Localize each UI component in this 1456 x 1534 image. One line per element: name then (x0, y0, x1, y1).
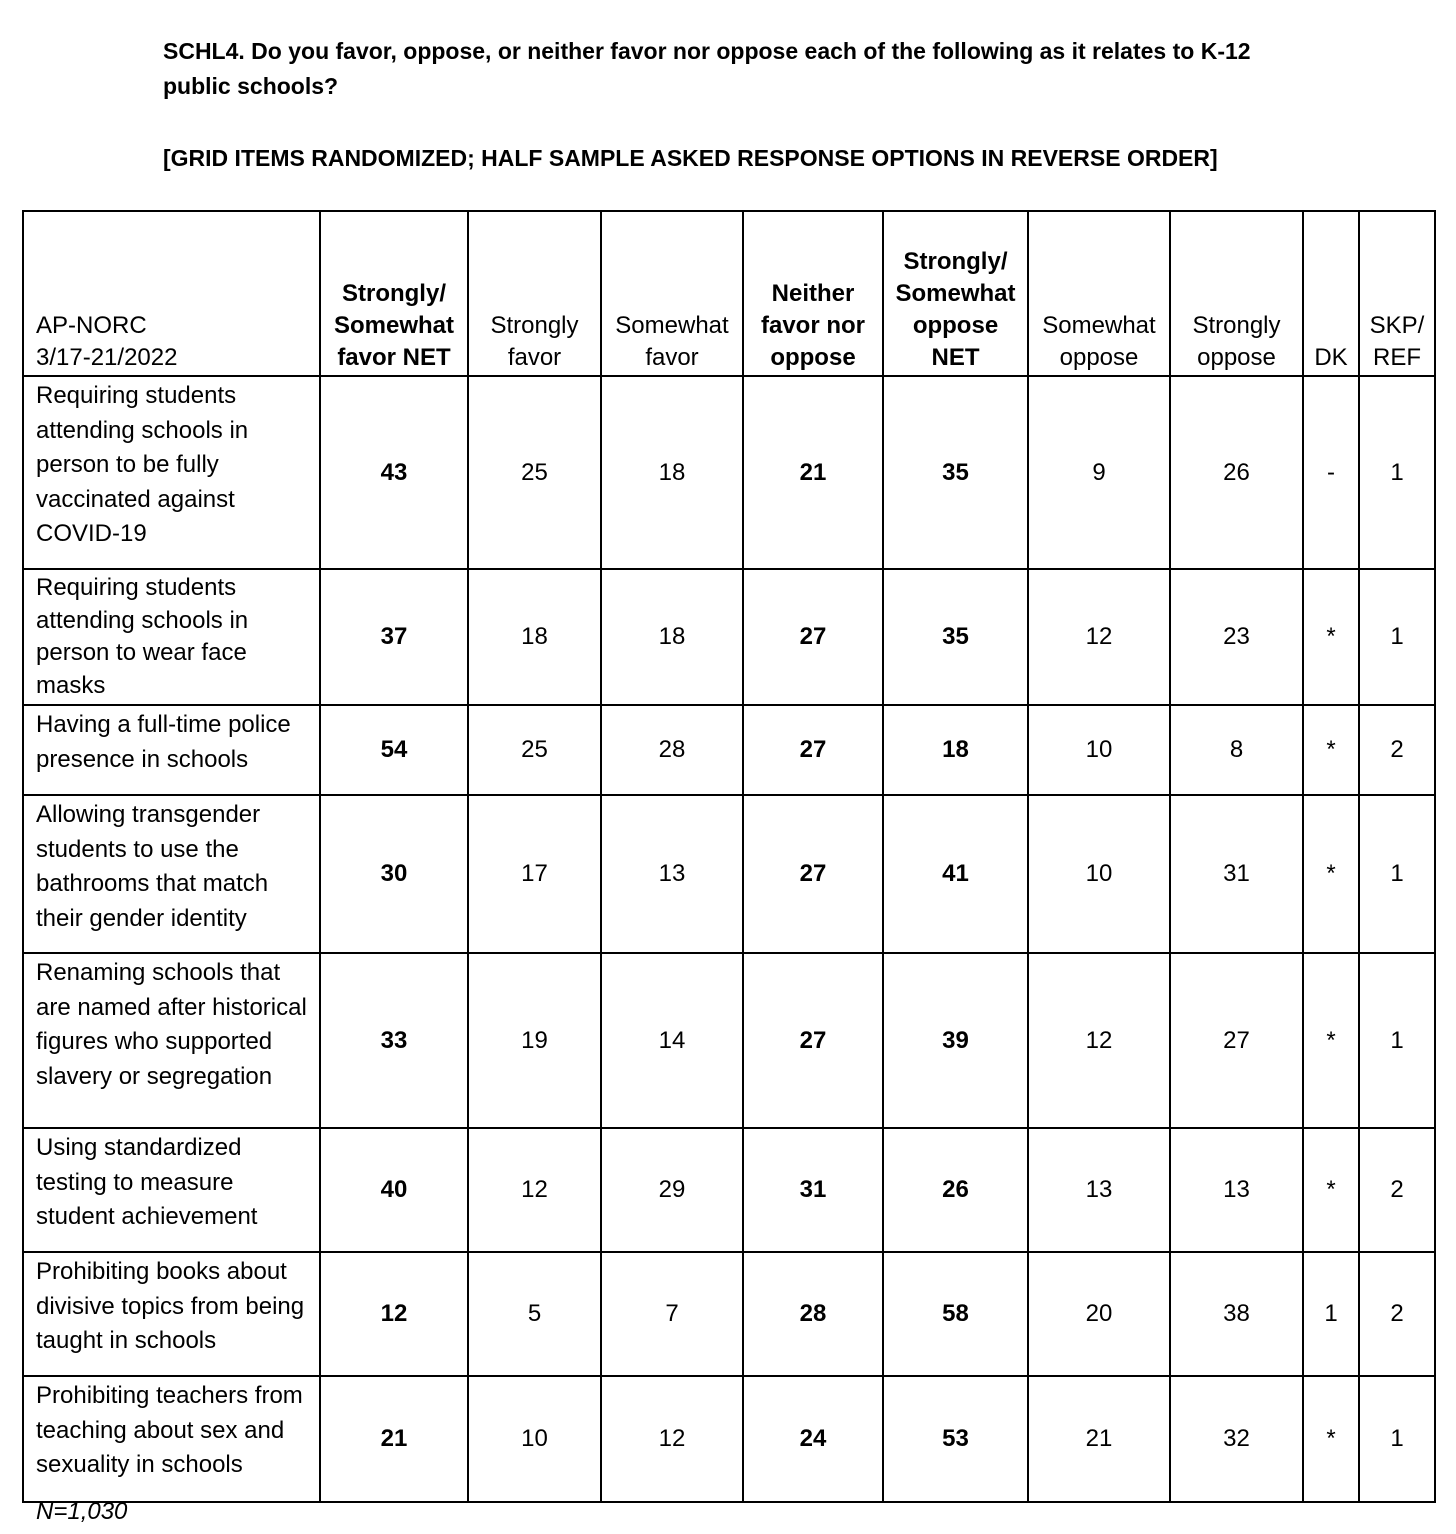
cell-strongly-favor: 5 (468, 1252, 601, 1376)
cell-oppose-net: 18 (883, 705, 1028, 795)
cell-neither: 31 (743, 1128, 883, 1252)
cell-favor-net: 37 (320, 569, 468, 705)
header-row (23, 211, 1435, 376)
cell-neither: 27 (743, 795, 883, 953)
cell-neither: 27 (743, 569, 883, 705)
cell-strongly-oppose: 26 (1170, 376, 1303, 569)
cell-dk: * (1303, 953, 1359, 1128)
cell-somewhat-oppose: 13 (1028, 1128, 1170, 1252)
instruction-text: [GRID ITEMS RANDOMIZED; HALF SAMPLE ASKED RESPONSE OPTIONS IN REVERSE ORDER] (163, 145, 1218, 171)
cell-skp-ref: 1 (1359, 795, 1435, 953)
cell-skp-ref: 2 (1359, 1252, 1435, 1376)
cell-strongly-oppose: 31 (1170, 795, 1303, 953)
table-row (23, 795, 1435, 953)
cell-strongly-oppose: 32 (1170, 1376, 1303, 1502)
cell-dk: * (1303, 569, 1359, 705)
cell-strongly-favor: 25 (468, 376, 601, 569)
col-header-oppose-net: Strongly/ Somewhat oppose NET (883, 211, 1028, 376)
row-item-label: Having a full-time police presence in schools (23, 705, 320, 795)
col-header-strongly-favor: Strongly favor (468, 211, 601, 376)
cell-strongly-oppose: 23 (1170, 569, 1303, 705)
cell-strongly-favor: 18 (468, 569, 601, 705)
cell-favor-net: 30 (320, 795, 468, 953)
cell-neither: 28 (743, 1252, 883, 1376)
cell-dk: * (1303, 705, 1359, 795)
cell-strongly-favor: 10 (468, 1376, 601, 1502)
cell-favor-net: 54 (320, 705, 468, 795)
col-header-skp-ref: SKP/ REF (1359, 211, 1435, 376)
survey-name: AP-NORC (36, 312, 147, 339)
cell-favor-net: 33 (320, 953, 468, 1128)
cell-somewhat-favor: 12 (601, 1376, 743, 1502)
cell-somewhat-oppose: 10 (1028, 705, 1170, 795)
col-header-dk: DK (1303, 211, 1359, 376)
row-item-label: Renaming schools that are named after historical figures who supported slavery or segregation (23, 953, 320, 1128)
table-row (23, 1252, 1435, 1376)
cell-somewhat-favor: 18 (601, 569, 743, 705)
table-row (23, 376, 1435, 569)
cell-somewhat-oppose: 21 (1028, 1376, 1170, 1502)
cell-strongly-oppose: 27 (1170, 953, 1303, 1128)
table-row (23, 1128, 1435, 1252)
cell-somewhat-oppose: 12 (1028, 953, 1170, 1128)
question-text: SCHL4. Do you favor, oppose, or neither favor nor oppose each of the following as it relates to K-12 public schools? (163, 38, 1251, 99)
survey-dates: 3/17-21/2022 (36, 344, 178, 371)
cell-skp-ref: 1 (1359, 569, 1435, 705)
survey-label (23, 211, 320, 376)
cell-dk: * (1303, 1376, 1359, 1502)
cell-oppose-net: 26 (883, 1128, 1028, 1252)
cell-somewhat-favor: 7 (601, 1252, 743, 1376)
col-header-strongly-oppose: Strongly oppose (1170, 211, 1303, 376)
cell-somewhat-favor: 18 (601, 376, 743, 569)
cell-somewhat-oppose: 10 (1028, 795, 1170, 953)
row-item-label: Using standardized testing to measure student achievement (23, 1128, 320, 1252)
cell-strongly-oppose: 38 (1170, 1252, 1303, 1376)
cell-skp-ref: 1 (1359, 376, 1435, 569)
row-item-label: Allowing transgender students to use the bathrooms that match their gender identity (23, 795, 320, 953)
row-item-label: Requiring students attending schools in person to be fully vaccinated against COVID-19 (23, 376, 320, 569)
cell-dk: * (1303, 795, 1359, 953)
row-item-label: Prohibiting books about divisive topics from being taught in schools (23, 1252, 320, 1376)
cell-favor-net: 21 (320, 1376, 468, 1502)
col-header-somewhat-oppose: Somewhat oppose (1028, 211, 1170, 376)
cell-somewhat-oppose: 9 (1028, 376, 1170, 569)
cell-somewhat-favor: 29 (601, 1128, 743, 1252)
table-row (23, 569, 1435, 705)
cell-neither: 21 (743, 376, 883, 569)
table-row (23, 1376, 1435, 1502)
row-item-label: Requiring students attending schools in person to wear face masks (23, 569, 320, 705)
cell-neither: 24 (743, 1376, 883, 1502)
cell-oppose-net: 41 (883, 795, 1028, 953)
cell-oppose-net: 39 (883, 953, 1028, 1128)
cell-favor-net: 43 (320, 376, 468, 569)
cell-skp-ref: 1 (1359, 1376, 1435, 1502)
cell-strongly-oppose: 8 (1170, 705, 1303, 795)
cell-dk: * (1303, 1128, 1359, 1252)
cell-neither: 27 (743, 953, 883, 1128)
cell-strongly-oppose: 13 (1170, 1128, 1303, 1252)
sample-size-note: N=1,030 (36, 1498, 128, 1525)
cell-oppose-net: 35 (883, 376, 1028, 569)
cell-skp-ref: 1 (1359, 953, 1435, 1128)
cell-dk: 1 (1303, 1252, 1359, 1376)
col-header-favor-net: Strongly/ Somewhat favor NET (320, 211, 468, 376)
cell-somewhat-favor: 28 (601, 705, 743, 795)
cell-oppose-net: 53 (883, 1376, 1028, 1502)
cell-strongly-favor: 19 (468, 953, 601, 1128)
col-header-somewhat-favor: Somewhat favor (601, 211, 743, 376)
col-header-neither: Neither favor nor oppose (743, 211, 883, 376)
cell-skp-ref: 2 (1359, 705, 1435, 795)
cell-strongly-favor: 17 (468, 795, 601, 953)
cell-somewhat-oppose: 20 (1028, 1252, 1170, 1376)
cell-oppose-net: 35 (883, 569, 1028, 705)
cell-somewhat-favor: 14 (601, 953, 743, 1128)
cell-oppose-net: 58 (883, 1252, 1028, 1376)
cell-skp-ref: 2 (1359, 1128, 1435, 1252)
cell-neither: 27 (743, 705, 883, 795)
results-table (22, 210, 1436, 1503)
table-row (23, 705, 1435, 795)
cell-favor-net: 12 (320, 1252, 468, 1376)
cell-favor-net: 40 (320, 1128, 468, 1252)
cell-dk: - (1303, 376, 1359, 569)
cell-somewhat-oppose: 12 (1028, 569, 1170, 705)
table-row (23, 953, 1435, 1128)
cell-strongly-favor: 12 (468, 1128, 601, 1252)
cell-somewhat-favor: 13 (601, 795, 743, 953)
row-item-label: Prohibiting teachers from teaching about sex and sexuality in schools (23, 1376, 320, 1502)
cell-strongly-favor: 25 (468, 705, 601, 795)
